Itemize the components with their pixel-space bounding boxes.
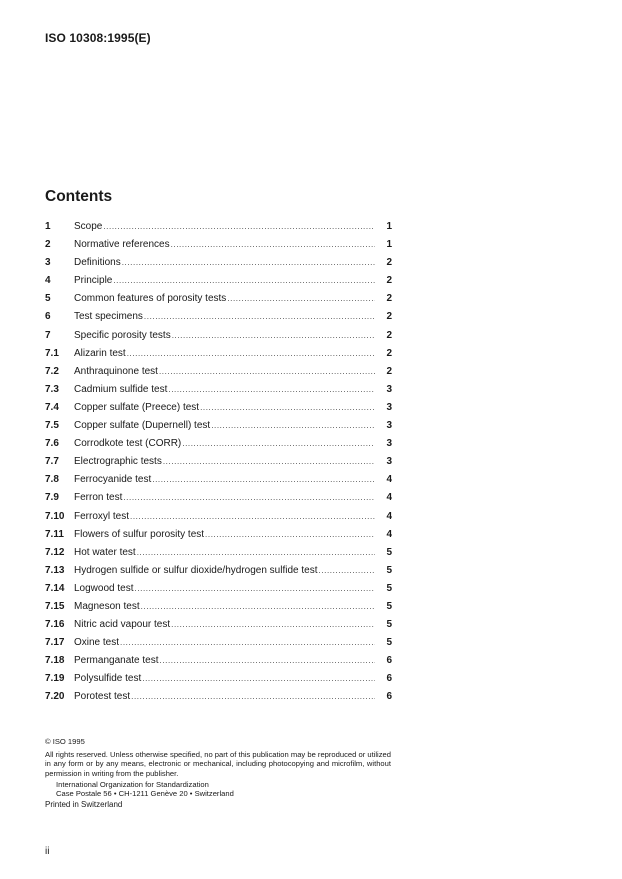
toc-entry-number: 4	[45, 275, 51, 287]
toc-entry-text	[74, 330, 378, 341]
toc-entry-title: Electrographic tests	[74, 456, 162, 468]
toc-entry-page: 4	[386, 474, 392, 486]
toc-entry-title: Copper sulfate (Preece) test	[74, 401, 200, 413]
toc-entry-text	[74, 565, 378, 576]
toc-dot-leader	[127, 349, 375, 358]
toc-entry-number: 7.6	[45, 438, 59, 450]
toc-entry	[45, 384, 392, 402]
toc-dot-leader	[182, 439, 375, 448]
toc-entry-number: 7.7	[45, 456, 59, 468]
toc-entry-number: 7.16	[45, 619, 65, 631]
toc-entry-title: Hydrogen sulfide or sulfur dioxide/hydrogen sulfide test	[74, 564, 318, 576]
toc-entry-number: 7.3	[45, 383, 59, 395]
toc-entry	[45, 420, 392, 438]
toc-entry-text	[74, 655, 378, 666]
copyright-block	[45, 737, 391, 809]
toc-dot-leader	[144, 312, 375, 321]
toc-entry-number: 6	[45, 311, 51, 323]
toc-entry-page: 3	[386, 401, 392, 413]
toc-entry	[45, 221, 392, 239]
toc-entry-text	[74, 474, 378, 485]
toc-entry	[45, 619, 392, 637]
toc-entry-page: 2	[386, 311, 392, 323]
toc-entry-text	[74, 601, 378, 612]
toc-entry-page: 3	[386, 420, 392, 432]
toc-entry	[45, 438, 392, 456]
toc-entry-text	[74, 221, 378, 232]
rights-statement: All rights reserved. Unless otherwise specified, no part of this publication may be reproduced or utilized in any form or by any means, electronic or mechanical, including photocopying and microfilm, without permission in writing from the publisher.	[45, 750, 391, 778]
toc-dot-leader	[135, 584, 376, 593]
toc-entry-text	[74, 673, 378, 684]
toc-entry	[45, 565, 392, 583]
toc-entry-title: Anthraquinone test	[74, 365, 158, 377]
organization-address	[45, 780, 391, 798]
toc-entry-number: 7.2	[45, 365, 59, 377]
toc-entry-text	[74, 529, 378, 540]
organization-name: International Organization for Standardization	[56, 779, 209, 789]
toc-entry-text	[74, 583, 378, 594]
copyright-notice: © ISO 1995	[45, 737, 85, 746]
toc-entry	[45, 402, 392, 420]
toc-dot-leader	[318, 566, 375, 575]
toc-entry-page: 3	[386, 383, 392, 395]
toc-entry-title: Polysulfide test	[74, 673, 142, 685]
toc-entry-text	[74, 547, 378, 558]
toc-dot-leader	[168, 385, 375, 394]
toc-dot-leader	[159, 367, 375, 376]
toc-entry-title: Normative references	[74, 239, 170, 251]
toc-entry-number: 7.8	[45, 474, 59, 486]
toc-entry	[45, 511, 392, 529]
toc-entry-number: 7.15	[45, 600, 65, 612]
toc-entry	[45, 529, 392, 547]
toc-entry	[45, 275, 392, 293]
toc-entry-number: 1	[45, 221, 51, 232]
toc-entry-text	[74, 366, 378, 377]
toc-entry	[45, 311, 392, 329]
toc-dot-leader	[227, 294, 375, 303]
toc-entry	[45, 330, 392, 348]
toc-dot-leader	[211, 421, 375, 430]
toc-dot-leader	[113, 276, 375, 285]
toc-entry	[45, 691, 392, 709]
toc-entry-page: 5	[386, 582, 392, 594]
toc-entry-number: 7.18	[45, 655, 65, 667]
toc-entry-text	[74, 239, 378, 250]
toc-entry-title: Ferrocyanide test	[74, 474, 152, 486]
toc-entry	[45, 293, 392, 311]
toc-dot-leader	[172, 331, 375, 340]
toc-dot-leader	[160, 656, 376, 665]
toc-entry-page: 2	[386, 329, 392, 341]
toc-dot-leader	[163, 457, 375, 466]
toc-entry-text	[74, 420, 378, 431]
toc-entry-text	[74, 456, 378, 467]
toc-entry	[45, 655, 392, 673]
toc-entry-page: 3	[386, 456, 392, 468]
toc-entry	[45, 547, 392, 565]
toc-entry-number: 7.20	[45, 691, 65, 703]
toc-entry-number: 7.1	[45, 347, 59, 359]
toc-dot-leader	[131, 692, 375, 701]
toc-entry-title: Oxine test	[74, 637, 120, 649]
toc-dot-leader	[120, 638, 375, 647]
toc-entry-title: Principle	[74, 275, 113, 287]
toc-entry	[45, 366, 392, 384]
toc-entry	[45, 601, 392, 619]
toc-entry	[45, 673, 392, 691]
toc-entry	[45, 474, 392, 492]
toc-entry-page: 6	[386, 655, 392, 667]
toc-entry-text	[74, 637, 378, 648]
toc-entry-number: 7.4	[45, 401, 59, 413]
toc-entry-title: Logwood test	[74, 582, 134, 594]
toc-entry-text	[74, 511, 378, 522]
toc-dot-leader	[137, 548, 375, 557]
toc-dot-leader	[171, 240, 375, 249]
toc-entry-number: 5	[45, 293, 51, 305]
toc-dot-leader	[205, 530, 375, 539]
table-of-contents	[45, 221, 392, 710]
toc-entry-page: 4	[386, 510, 392, 522]
toc-entry-title: Nitric acid vapour test	[74, 619, 171, 631]
toc-entry-text	[74, 348, 378, 359]
toc-entry-page: 5	[386, 546, 392, 558]
toc-entry-text	[74, 311, 378, 322]
toc-entry-page: 2	[386, 275, 392, 287]
toc-dot-leader	[103, 222, 375, 231]
toc-dot-leader	[122, 258, 375, 267]
toc-entry-text	[74, 384, 378, 395]
toc-entry-number: 7.12	[45, 546, 65, 558]
contents-heading: Contents	[45, 188, 113, 205]
toc-entry-page: 2	[386, 347, 392, 359]
toc-entry-title: Magneson test	[74, 600, 140, 612]
toc-dot-leader	[142, 674, 375, 683]
toc-entry-page: 6	[386, 691, 392, 703]
toc-entry-text	[74, 257, 378, 268]
toc-entry-page: 5	[386, 619, 392, 631]
toc-entry-page: 1	[386, 221, 392, 232]
toc-entry-page: 3	[386, 438, 392, 450]
toc-entry-number: 7.11	[45, 528, 64, 540]
toc-entry	[45, 637, 392, 655]
toc-entry-page: 1	[386, 239, 392, 251]
toc-entry-text	[74, 492, 378, 503]
toc-entry-number: 2	[45, 239, 51, 251]
page-number: ii	[45, 846, 50, 857]
toc-entry-page: 2	[386, 365, 392, 377]
toc-entry-text	[74, 275, 378, 286]
toc-dot-leader	[123, 493, 375, 502]
organization-postal: Case Postale 56 • CH-1211 Genève 20 • Switzerland	[56, 789, 234, 799]
toc-entry-page: 4	[386, 492, 392, 504]
toc-entry-title: Specific porosity tests	[74, 329, 171, 341]
toc-dot-leader	[152, 475, 375, 484]
toc-dot-leader	[200, 403, 375, 412]
toc-entry-text	[74, 438, 378, 449]
toc-entry-title: Alizarin test	[74, 347, 126, 359]
toc-entry-title: Porotest test	[74, 691, 131, 703]
toc-entry-title: Corrodkote test (CORR)	[74, 438, 182, 450]
toc-entry-title: Definitions	[74, 257, 121, 269]
toc-entry-number: 3	[45, 257, 51, 269]
toc-entry-page: 5	[386, 600, 392, 612]
toc-dot-leader	[171, 620, 375, 629]
toc-entry-title: Hot water test	[74, 546, 136, 558]
toc-entry-number: 7.9	[45, 492, 59, 504]
toc-entry-title: Ferroxyl test	[74, 510, 130, 522]
toc-entry-text	[74, 691, 378, 702]
toc-entry	[45, 239, 392, 257]
toc-entry	[45, 456, 392, 474]
printed-in: Printed in Switzerland	[45, 800, 123, 810]
toc-entry-text	[74, 293, 378, 304]
toc-entry-title: Permanganate test	[74, 655, 159, 667]
toc-entry-page: 6	[386, 673, 392, 685]
toc-entry-number: 7.14	[45, 582, 65, 594]
toc-dot-leader	[130, 512, 375, 521]
toc-entry	[45, 583, 392, 601]
toc-dot-leader	[141, 602, 375, 611]
toc-entry	[45, 257, 392, 275]
toc-entry-title: Scope	[74, 221, 103, 232]
toc-entry-title: Common features of porosity tests	[74, 293, 227, 305]
document-header: ISO 10308:1995(E)	[45, 31, 151, 45]
toc-entry-page: 5	[386, 637, 392, 649]
toc-entry-page: 2	[386, 257, 392, 269]
toc-entry-page: 4	[386, 528, 392, 540]
toc-entry-title: Flowers of sulfur porosity test	[74, 528, 205, 540]
toc-entry-title: Ferron test	[74, 492, 123, 504]
toc-entry-page: 2	[386, 293, 392, 305]
toc-entry-title: Copper sulfate (Dupernell) test	[74, 420, 211, 432]
toc-entry-text	[74, 619, 378, 630]
toc-entry-title: Cadmium sulfide test	[74, 383, 168, 395]
toc-entry	[45, 492, 392, 510]
toc-entry-number: 7.13	[45, 564, 65, 576]
toc-entry-title: Test specimens	[74, 311, 143, 323]
toc-entry-page: 5	[386, 564, 392, 576]
toc-entry-number: 7.17	[45, 637, 65, 649]
toc-entry-number: 7	[45, 329, 51, 341]
toc-entry	[45, 348, 392, 366]
toc-entry-number: 7.5	[45, 420, 59, 432]
toc-entry-number: 7.19	[45, 673, 65, 685]
toc-entry-number: 7.10	[45, 510, 65, 522]
toc-entry-text	[74, 402, 378, 413]
